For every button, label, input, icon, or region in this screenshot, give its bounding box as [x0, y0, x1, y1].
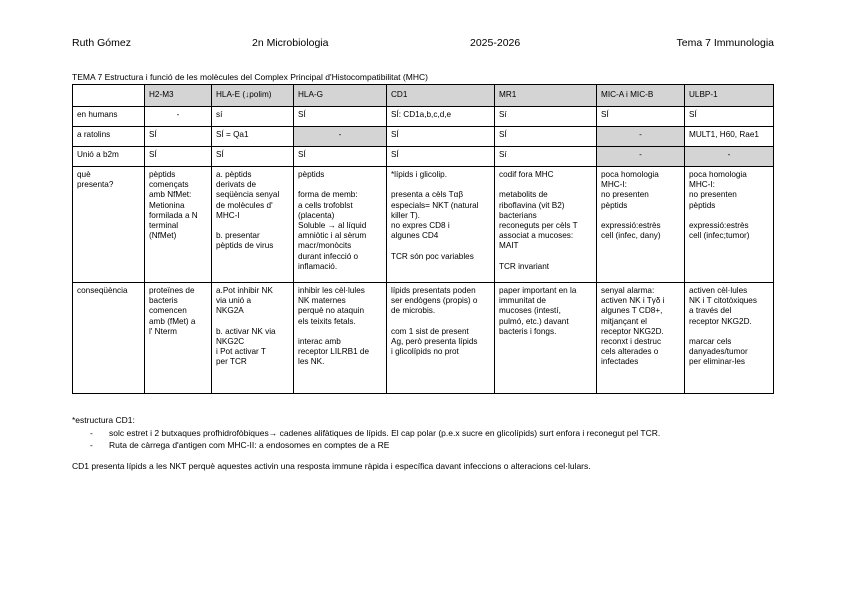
table-cell: senyal alarma: activen NK i Tγδ i algunes T CD8+, mitjançant el receptor NKG2D. reconxt i destruc cels alterades o infectades	[597, 283, 685, 394]
header-cell: H2-M3	[145, 85, 212, 107]
mhc-table	[72, 84, 774, 394]
table-cell: codif fora MHC metabolits de riboflavina (vit B2) bacterians reconeguts per cèls T associat a mucoses: MAIT TCR invariant	[495, 167, 597, 283]
list-item	[72, 439, 660, 452]
table-cell: proteïnes de bacteris comencen amb (fMet) a l' Nterm	[145, 283, 212, 394]
bullet-mark: -	[90, 427, 93, 438]
table-row	[73, 167, 774, 283]
note-text: solc estret i 2 butxaques profhidrofòbiques→ cadenes alifàtiques de lípids. El cap polar (p.e.x sucre en glicolípids) surt enfora i reconegut pel TCR.	[109, 427, 661, 438]
table-cell: SÍ: CD1a,b,c,d,e	[387, 107, 495, 127]
table-cell: SÍ	[597, 107, 685, 127]
table-cell: sí	[212, 107, 294, 127]
table-cell: SÍ	[387, 147, 495, 167]
table-cell: activen cèl·lules NK i T citotòxiques a través del receptor NKG2D. marcar cels danyades/tumor per eliminar-les	[685, 283, 774, 394]
header-cell	[73, 85, 145, 107]
header-cell: HLA-G	[294, 85, 387, 107]
list-item	[72, 427, 660, 440]
table-cell: -	[597, 127, 685, 147]
header-cell: CD1	[387, 85, 495, 107]
table-cell: -	[597, 147, 685, 167]
row-label: Unió a b2m	[73, 147, 145, 167]
table-cell: SÍ	[294, 147, 387, 167]
table-caption: TEMA 7 Estructura i funció de les molècules del Complex Principal d'Histocompatibilitat (MHC)	[72, 72, 428, 82]
table-row	[73, 283, 774, 394]
table-cell: SÍ	[145, 127, 212, 147]
row-label: conseqüència	[73, 283, 145, 394]
table-cell: -	[145, 107, 212, 127]
table-cell: SÍ	[495, 127, 597, 147]
table-row	[73, 107, 774, 127]
conclusion-text: CD1 presenta lípids a les NKT perquè aquestes activin una resposta immune ràpida i específica davant infeccions o alteracions cel·lulars.	[72, 461, 591, 471]
header-cell: HLA-E (↓polim)	[212, 85, 294, 107]
note-text: Ruta de càrrega d'antigen com MHC-II: a endosomes en comptes de a RE	[109, 440, 390, 450]
header-cell: MIC-A i MIC-B	[597, 85, 685, 107]
table-cell: poca homologia MHC-I: no presenten pèptids expressió:estrès cell (infec, dany)	[597, 167, 685, 283]
table-cell: poca homologia MHC-I: no presenten pèptids expressió:estrès cell (infec;tumor)	[685, 167, 774, 283]
table-cell: SÍ	[145, 147, 212, 167]
table-cell: SÍ	[294, 107, 387, 127]
row-label: en humans	[73, 107, 145, 127]
table-cell: SÍ	[387, 127, 495, 147]
table-cell: pèptids començats amb NfMet: Metionina formilada a N terminal (NfMet)	[145, 167, 212, 283]
row-label: què presenta?	[73, 167, 145, 283]
notes-title: *estructura CD1:	[72, 415, 135, 425]
table-cell: Sí	[495, 147, 597, 167]
cd1-notes	[72, 414, 660, 452]
table-cell: SÍ	[212, 147, 294, 167]
table-cell: SÍ = Qa1	[212, 127, 294, 147]
table-cell: -	[294, 127, 387, 147]
table-cell: a. pèptids derivats de seqüència senyal de molècules d' MHC-I b. presentar pèptids de virus	[212, 167, 294, 283]
course-name: 2n Microbiologia	[252, 37, 329, 49]
table-header-row	[73, 85, 774, 107]
header-cell: MR1	[495, 85, 597, 107]
table-cell: Sí	[495, 107, 597, 127]
table-cell: lípids presentats poden ser endògens (propis) o de microbis. com 1 sist de present Ag, però presenta lípids i glicolípids no prot	[387, 283, 495, 394]
table-row	[73, 127, 774, 147]
table-cell: -	[685, 147, 774, 167]
author-name: Ruth Gómez	[72, 37, 131, 49]
table-cell: pèptids forma de memb: a cells trofoblst (placenta) Soluble → al líquid amniòtic i al sèrum macr/monòcits durant infecció o inflamació.	[294, 167, 387, 283]
table-cell: MULT1, H60, Rae1	[685, 127, 774, 147]
row-label: a ratolins	[73, 127, 145, 147]
academic-year: 2025-2026	[470, 37, 521, 49]
bullet-mark: -	[90, 440, 93, 450]
header-cell: ULBP-1	[685, 85, 774, 107]
table-cell: *lípids i glicolip. presenta a cèls Tαβ especials= NKT (natural killer T). no expres CD8 i algunes CD4 TCR són poc variables	[387, 167, 495, 283]
table-row	[73, 147, 774, 167]
table-cell: SÍ	[685, 107, 774, 127]
topic-title: Tema 7 Immunologia	[676, 37, 774, 49]
table-cell: paper important en la immunitat de mucoses (intestí, pulmó, etc.) davant bacteris i fongs.	[495, 283, 597, 394]
page-header	[72, 37, 774, 51]
table-cell: a.Pot inhibir NK via unió a NKG2A b. activar NK via NKG2C i Pot activar T per TCR	[212, 283, 294, 394]
table-cell: inhibir les cèl·lules NK maternes perquè no ataquin els teixits fetals. interac amb receptor LILRB1 de les NK.	[294, 283, 387, 394]
